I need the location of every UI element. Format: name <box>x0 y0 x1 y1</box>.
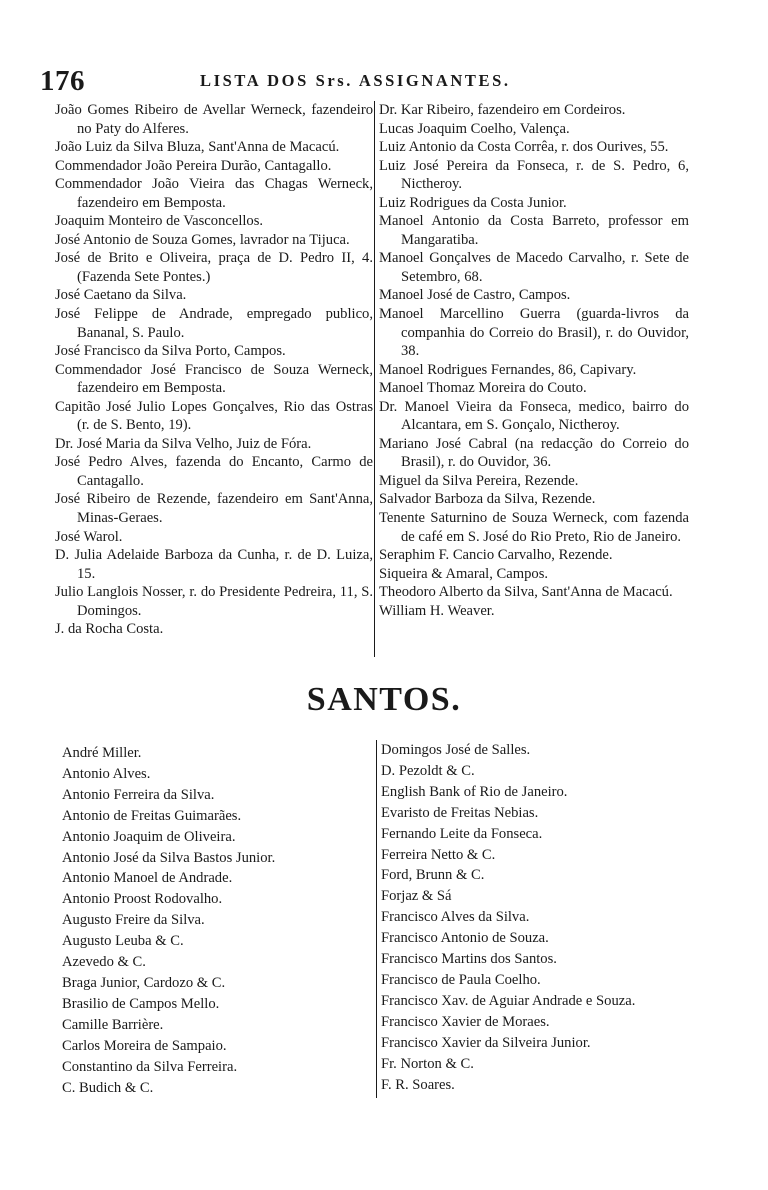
subscriber-entry: Commendador João Pereira Durão, Cantagallo. <box>55 157 332 174</box>
subscriber-entry: Tenente Saturnino de Souza Werneck, com fazenda de café em S. José do Rio Preto, Rio de Janeiro. <box>379 510 689 545</box>
subscriber-entry: D. Pezoldt & C. <box>381 762 475 779</box>
subscriber-entry: Azevedo & C. <box>62 954 146 971</box>
subscriber-entry: Antonio José da Silva Bastos Junior. <box>62 849 276 866</box>
subscribers-right-column <box>374 101 689 657</box>
subscriber-entry: Francisco Alves da Silva. <box>381 909 530 926</box>
subscriber-entry: Luiz Rodrigues da Costa Junior. <box>379 194 567 211</box>
subscriber-entry: José Antonio de Souza Gomes, lavrador na Tijuca. <box>55 231 350 248</box>
subscriber-entry: Manoel Gonçalves de Macedo Carvalho, r. Sete de Setembro, 68. <box>379 250 689 285</box>
subscriber-entry: André Miller. <box>62 745 142 761</box>
subscriber-entry: Julio Langlois Nosser, r. do Presidente Pedreira, 11, S. Domingos. <box>55 584 373 619</box>
subscriber-entry: Augusto Freire da Silva. <box>62 912 205 929</box>
subscriber-entry: José Francisco da Silva Porto, Campos. <box>55 343 286 360</box>
subscriber-entry: Braga Junior, Cardozo & C. <box>62 974 226 991</box>
subscriber-entry: Antonio Ferreira da Silva. <box>62 786 215 803</box>
subscriber-entry: João Luiz da Silva Bluza, Sant'Anna de Macacú. <box>55 139 340 156</box>
subscriber-entry: Manoel Thomaz Moreira do Couto. <box>379 380 587 397</box>
subscriber-entry: J. da Rocha Costa. <box>55 621 164 638</box>
subscriber-entry: Francisco Martins dos Santos. <box>381 951 557 968</box>
subscriber-entry: F. R. Soares. <box>381 1076 455 1093</box>
section-title-santos: SANTOS. <box>306 681 462 718</box>
subscriber-entry: English Bank of Rio de Janeiro. <box>381 783 568 800</box>
subscriber-entry: Forjaz & Sá <box>381 888 452 905</box>
subscriber-entry: Brasilio de Campos Mello. <box>62 995 220 1012</box>
subscriber-entry: William H. Weaver. <box>379 602 495 619</box>
subscriber-entry: Constantino da Silva Ferreira. <box>62 1058 238 1075</box>
subscriber-entry: Antonio Joaquim de Oliveira. <box>62 828 236 845</box>
subscriber-entry: Carlos Moreira de Sampaio. <box>62 1037 227 1054</box>
subscriber-entry: José Felippe de Andrade, empregado publico, Bananal, S. Paulo. <box>55 306 373 341</box>
subscriber-entry: Dr. José Maria da Silva Velho, Juiz de Fóra. <box>55 435 312 452</box>
subscriber-entry: José Pedro Alves, fazenda do Encanto, Carmo de Cantagallo. <box>55 454 373 489</box>
subscriber-entry: Capitão José Julio Lopes Gonçalves, Rio das Ostras (r. de S. Bento, 19). <box>55 398 373 434</box>
subscriber-entry: Mariano José Cabral (na redacção do Correio do Brasil), r. do Ouvidor, 36. <box>379 435 689 471</box>
subscriber-entry: Lucas Joaquim Coelho, Valença. <box>379 120 570 137</box>
santos-right-column <box>376 740 706 1098</box>
page-number: 176 <box>40 65 85 97</box>
subscriber-entry: Augusto Leuba & C. <box>62 933 184 950</box>
subscriber-entry: Manoel Rodrigues Fernandes, 86, Capivary. <box>379 361 637 378</box>
subscriber-entry: Antonio Manoel de Andrade. <box>62 870 233 887</box>
subscriber-entry: D. Julia Adelaide Barboza da Cunha, r. de D. Luiza, 15. <box>55 547 373 582</box>
subscriber-entry: Francisco de Paula Coelho. <box>381 971 541 988</box>
running-head: LISTA DOS Srs. ASSIGNANTES. <box>200 71 511 90</box>
page-header <box>0 0 768 100</box>
subscriber-entry: Francisco Antonio de Souza. <box>381 930 549 947</box>
subscriber-entry: Ferreira Netto & C. <box>381 846 496 863</box>
santos-left-column <box>62 743 362 1098</box>
subscriber-entry: Antonio de Freitas Guimarães. <box>62 807 242 824</box>
subscriber-entry: Luiz José Pereira da Fonseca, r. de S. Pedro, 6, Nictheroy. <box>379 157 689 193</box>
subscriber-entry: Ford, Brunn & C. <box>381 867 485 884</box>
subscriber-entry: Dr. Manoel Vieira da Fonseca, medico, bairro do Alcantara, em S. Gonçalo, Nictheroy. <box>379 398 689 434</box>
subscriber-entry: José Ribeiro de Rezende, fazendeiro em Sant'Anna, Minas-Geraes. <box>55 491 373 527</box>
subscriber-entry: Domingos José de Salles. <box>381 742 531 758</box>
subscriber-entry: Miguel da Silva Pereira, Rezende. <box>379 472 579 489</box>
subscriber-entry: Antonio Proost Rodovalho. <box>62 891 223 908</box>
subscriber-entry: Manoel Antonio da Costa Barreto, professor em Mangaratiba. <box>379 213 689 248</box>
subscriber-entry: Francisco Xavier de Moraes. <box>381 1013 550 1030</box>
subscriber-entry: Fr. Norton & C. <box>381 1055 474 1072</box>
subscriber-entry: Seraphim F. Cancio Carvalho, Rezende. <box>379 547 613 564</box>
subscriber-entry: Joaquim Monteiro de Vasconcellos. <box>55 213 264 230</box>
subscriber-entry: José de Brito e Oliveira, praça de D. Pedro II, 4. (Fazenda Sete Pontes.) <box>55 250 373 285</box>
subscriber-entry: C. Budich & C. <box>62 1079 154 1096</box>
subscriber-entry: Francisco Xav. de Aguiar Andrade e Souza. <box>381 992 636 1009</box>
subscriber-entry: Siqueira & Amaral, Campos. <box>379 565 549 582</box>
subscriber-entry: Antonio Alves. <box>62 765 151 782</box>
subscriber-entry: Commendador José Francisco de Souza Werneck, fazendeiro em Bemposta. <box>55 361 373 397</box>
subscriber-entry: Theodoro Alberto da Silva, Sant'Anna de Macacú. <box>379 584 673 601</box>
subscriber-entry: Fernando Leite da Fonseca. <box>381 825 543 842</box>
subscriber-entry: José Warol. <box>55 528 123 545</box>
subscriber-entry: Salvador Barboza da Silva, Rezende. <box>379 491 596 508</box>
subscriber-entry: Camille Barrière. <box>62 1016 164 1033</box>
subscriber-entry: Dr. Kar Ribeiro, fazendeiro em Cordeiros. <box>379 102 626 118</box>
subscribers-left-column <box>55 101 373 639</box>
subscriber-entry: Manoel José de Castro, Campos. <box>379 287 571 304</box>
subscriber-entry: Francisco Xavier da Silveira Junior. <box>381 1034 591 1051</box>
subscriber-entry: Manoel Marcellino Guerra (guarda-livros da companhia do Correio do Brasil), r. do Ouvidor, 38. <box>379 306 689 360</box>
subscriber-entry: José Caetano da Silva. <box>55 287 187 304</box>
subscriber-entry: Evaristo de Freitas Nebias. <box>381 804 539 821</box>
subscriber-entry: Commendador João Vieira das Chagas Werneck, fazendeiro em Bemposta. <box>55 176 373 211</box>
subscriber-entry: João Gomes Ribeiro de Avellar Werneck, fazendeiro no Paty do Alferes. <box>55 102 373 137</box>
subscriber-entry: Luiz Antonio da Costa Corrêa, r. dos Ourives, 55. <box>379 139 669 156</box>
